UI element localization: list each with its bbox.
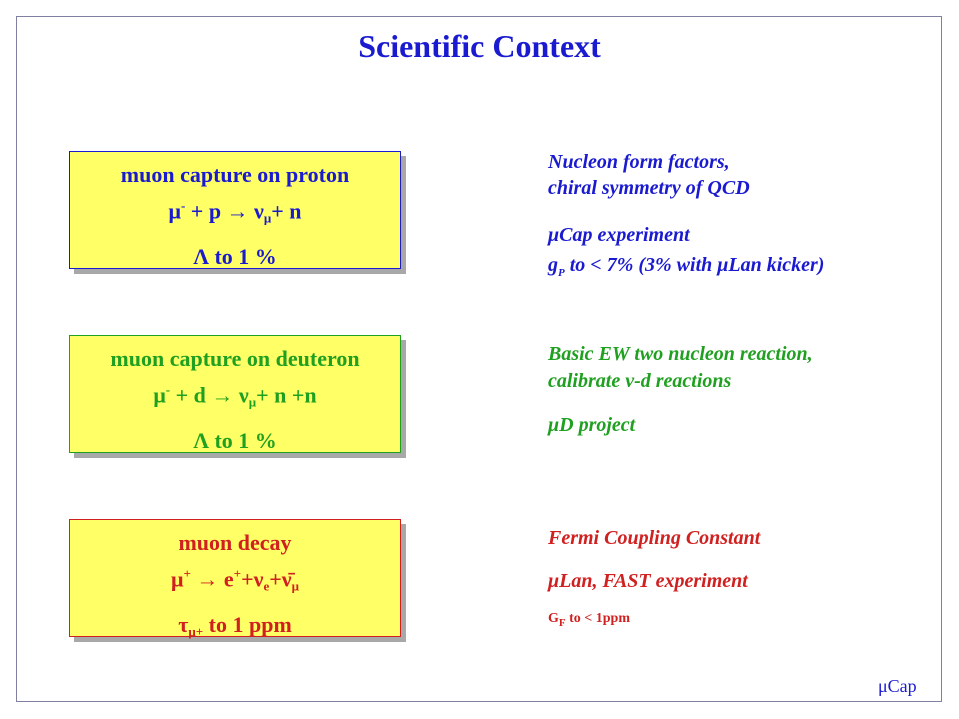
precision-part: to 1 ppm bbox=[203, 612, 292, 638]
note-deuteron-line2: calibrate ν-d reactions bbox=[548, 370, 732, 392]
reaction-part: → e bbox=[190, 566, 234, 592]
box-heading: muon capture on deuteron bbox=[110, 346, 360, 371]
reaction-part: + d → ν bbox=[170, 382, 249, 408]
reaction-sub: μ bbox=[248, 394, 257, 410]
box-heading: muon decay bbox=[178, 530, 292, 555]
reaction-part: μ bbox=[153, 382, 166, 408]
precision-goal: Λ to 1 % bbox=[193, 428, 277, 454]
note-proton-line2: chiral symmetry of QCD bbox=[548, 177, 750, 199]
precision-goal: Λ to 1 % bbox=[193, 244, 277, 270]
reaction-part: +ν̄ bbox=[269, 566, 292, 592]
box-heading: muon capture on proton bbox=[120, 162, 350, 187]
note-part: to < 1ppm bbox=[565, 611, 630, 626]
reaction-part: μ bbox=[171, 566, 184, 592]
reaction-sup: - bbox=[180, 198, 186, 213]
reaction-equation bbox=[70, 374, 400, 418]
reaction-part: + n bbox=[271, 198, 302, 224]
note-part: g bbox=[548, 254, 558, 276]
reaction-sub: μ bbox=[263, 210, 272, 226]
note-decay-line3 bbox=[548, 606, 630, 636]
box-muon-capture-proton bbox=[69, 151, 401, 269]
reaction-sup: - bbox=[165, 382, 171, 397]
note-decay-line2: μLan, FAST experiment bbox=[548, 570, 748, 592]
box-muon-decay bbox=[69, 519, 401, 640]
precision-part: τ bbox=[178, 612, 189, 638]
note-part: to < 7% (3% with μLan kicker) bbox=[564, 254, 825, 276]
reaction-equation bbox=[70, 558, 400, 602]
slide-title: Scientific Context bbox=[358, 28, 601, 64]
reaction-part: μ bbox=[168, 198, 181, 224]
box-muon-capture-deuteron bbox=[69, 335, 401, 453]
note-deuteron-line3: μD project bbox=[548, 414, 636, 436]
reaction-sub: μ bbox=[291, 578, 299, 594]
note-proton-line3: μCap experiment bbox=[548, 224, 690, 246]
reaction-part: + n +n bbox=[256, 382, 317, 408]
note-sub: F bbox=[558, 616, 566, 629]
reaction-part: +ν bbox=[241, 566, 264, 592]
note-proton-line1: Nucleon form factors, bbox=[548, 151, 730, 173]
reaction-part: + p → ν bbox=[185, 198, 264, 224]
reaction-sup: + bbox=[233, 566, 242, 581]
precision-goal bbox=[70, 610, 400, 647]
note-deuteron-line1: Basic EW two nucleon reaction, bbox=[548, 343, 813, 365]
note-proton-line4 bbox=[548, 252, 824, 286]
reaction-equation bbox=[70, 190, 400, 234]
reaction-sup: + bbox=[183, 566, 191, 581]
precision-sub: μ+ bbox=[188, 624, 204, 640]
note-decay-line1: Fermi Coupling Constant bbox=[548, 527, 761, 549]
note-part: G bbox=[548, 611, 559, 626]
footer-label: μCap bbox=[878, 676, 917, 696]
note-sub: P bbox=[558, 267, 565, 279]
reaction-sub: e bbox=[263, 578, 270, 594]
